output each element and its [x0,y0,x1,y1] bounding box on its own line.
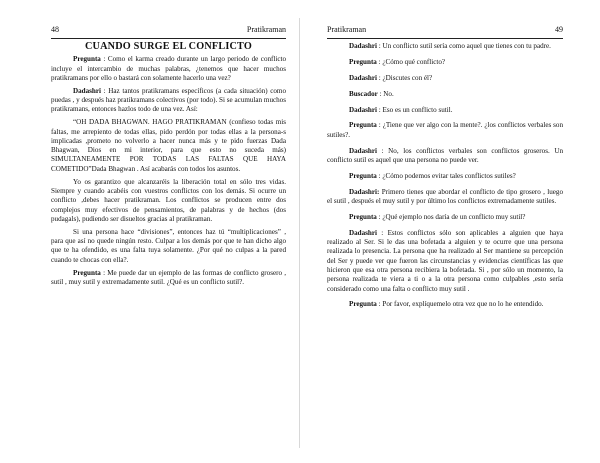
right-page-body [327,42,563,310]
speaker-label: Pregunta [349,212,377,221]
paragraph [327,188,563,207]
running-head: Pratikraman [327,25,367,34]
paragraph [327,300,563,309]
paragraph [51,55,286,83]
paragraph [51,228,286,265]
paragraph [327,106,563,115]
paragraph [327,58,563,67]
paragraph-text: : Eso es un conflicto sutil. [378,105,453,114]
paragraph-text: Yo os garantizo que alcanzaréis la liberación total en sólo tres vidas. Siempre y cuando acabéis con vuestros conflictos con los demás. Si ocurre un conflicto ,debes hacer pratikraman. Los conflictos se producen entre dos complejos muy efectivos de pensamientos, de palabras y de hechos (dos pudagals), pudiendo ser disueltos gracias al pratikraman. [51,177,286,223]
paragraph-text: : ¿Tiene que ver algo con la mente?. ¿los conflictos verbales son sutiles?. [327,121,564,139]
paragraph-text: “OH DADA BHAGWAN. HAGO PRATIKRAMAN (confieso todas mis faltas, me arrepiento de todas ellas, pido perdón por todas ellas a la persona-s implicadas ,prometo no volverlo a hacer nunca más y te pido fuerzas Dada Bhagwan, Dios en mi interior, para que esto no suceda más) SIMULTANEAMENTE POR TODAS LAS FALTAS QUE HAYA COMETIDO”Dada Bhagwan . Así acabarás con todos los asuntos. [51,118,286,173]
speaker-label: Dadashri [349,228,377,237]
speaker-label: Dadashri [349,105,377,114]
paragraph-text: : ¿Discutes con él? [378,73,433,82]
left-page-body [51,42,286,287]
chapter-title: CUANDO SURGE EL CONFLICTO [85,41,252,52]
paragraph-text: Si una persona hace “divisiones”, entonces haz tú “multiplicaciones” , para que así no quede ningún resto. Culpar a los demás por que te han dicho algo que te ha ofendido, es una falta tuya solamente. ¿Por qué no culpas a la pared cuando te chocas con ella?. [51,227,286,264]
speaker-label: Dadashri [73,86,101,95]
paragraph [327,42,563,51]
paragraph [327,229,563,294]
paragraph-text: : Por favor, explíquemelo otra vez que no lo he entendido. [378,300,544,309]
speaker-label: Dadashri: [349,187,380,196]
speaker-label: Pregunta [73,55,101,64]
paragraph [327,172,563,181]
paragraph [51,118,286,174]
paragraph [327,90,563,99]
paragraph-text: Primero tienes que abordar el conflicto de tipo grosero , luego el sutil , después el muy sutil y por último los conflictos extremadamente sutiles. [327,187,563,206]
paragraph [327,121,563,140]
paragraph-text: : Me puede dar un ejemplo de las formas de conflicto grosero , sutil , muy sutil y extremadamente sutil. ¿Qué es un conflicto sutil?. [51,268,286,286]
speaker-label: Pregunta [349,121,377,130]
paragraph [327,74,563,83]
page-number: 49 [555,25,563,34]
paragraph-text: : ¿Cómo podemos evitar tales conflictos sutiles? [378,171,516,180]
speaker-label: Dadashri [349,73,377,82]
paragraph-text: : Un conflicto sutil sería como aquel que tienes con tu padre. [378,42,551,50]
running-head: Pratikraman [246,25,286,34]
speaker-label: Pregunta [73,268,101,277]
page-number: 48 [51,25,59,34]
paragraph [51,87,286,115]
paragraph-text: : ¿Qué ejemplo nos daría de un conflicto muy sutil? [378,212,526,221]
paragraph-text: : No. [379,89,394,98]
speaker-label: Pregunta [349,300,377,309]
paragraph-text: : Haz tantos pratikramans específicos (a cada situación) como puedas , y después haz pratikramans colectivos (por todo). Si se acumulan muchos pratikramans, entonces hazlos todo de una vez. Así: [51,86,286,114]
speaker-label: Dadashri [349,146,377,155]
paragraph [51,269,286,288]
left-page-header [51,22,286,39]
paragraph-text: : No, los conflictos verbales son conflictos groseros. Un conflicto sutil es aquel que una persona no puede ver. [327,146,563,164]
speaker-label: Dadashri [349,42,377,50]
paragraph [327,147,563,166]
paragraph [327,213,563,222]
right-page [300,0,600,463]
right-page-header [327,22,563,39]
speaker-label: Pregunta [349,171,377,180]
paragraph-text: : Como el karma creado durante un largo periodo de conflicto incluye el intercambio de muchas palabras, ¿tenemos que hacer muchos pratikramans por ello o bastará con solamente hacerlo una vez? [51,55,287,82]
paragraph-text: : Estos conflictos sólo son aplicables a alguien que haya realizado al Ser. Si le das una bofetada a alguien y te ocurre que una persona realizada lo presencia. La persona que ha realizado al Ser mantiene su percepción del Ser y puede ver que fueron las circunstancias y evidencias científicas las que hicieron que esa otra persona recibiera la bofetada. Si , por sólo un momento, la persona realizada te viera a ti o a la otra persona como culpables ,esto sería considerado como una falta o conflicto muy sutil . [327,228,563,293]
speaker-label: Pregunta [349,57,377,66]
paragraph-text: : ¿Cómo qué conflicto? [378,57,446,66]
paragraph [51,178,286,224]
speaker-label: Buscador [349,89,378,98]
